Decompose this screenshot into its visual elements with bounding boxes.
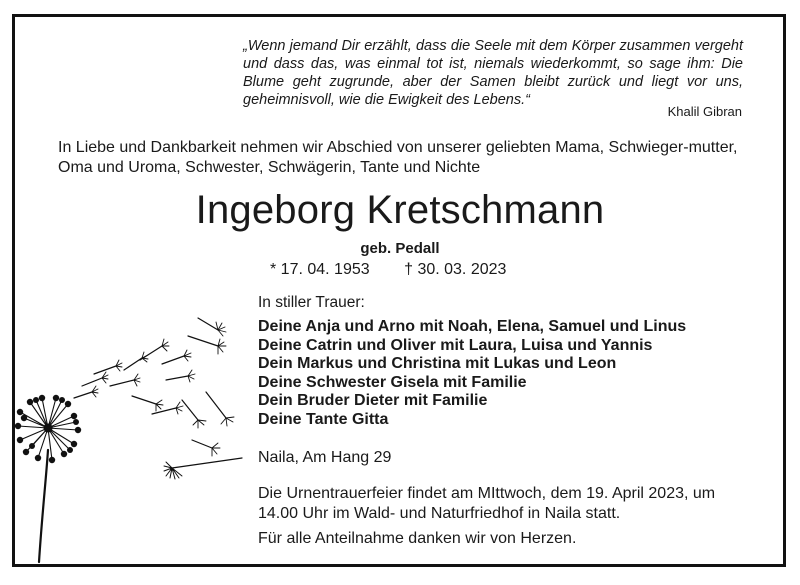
intro-text: In Liebe und Dankbarkeit nehmen wir Abschied von unserer geliebten Mama, Schwieger-mutter, Oma und Uroma, Schwester, Schwägerin, Tante und Nichte: [58, 139, 738, 176]
maiden-name: geb. Pedall: [360, 240, 440, 257]
mourner-line: Dein Markus und Christina mit Lukas und Leon: [258, 355, 617, 373]
birth-date: * 17. 04. 1953: [270, 261, 370, 278]
quote-author: Khalil Gibran: [667, 104, 742, 119]
mourner-line: Deine Tante Gitta: [258, 410, 389, 428]
thanks-note: Für alle Anteilnahme danken wir von Herzen.: [258, 530, 577, 547]
mourners-list: [258, 318, 686, 430]
mourner-line: Dein Bruder Dieter mit Familie: [258, 392, 488, 410]
death-date: † 30. 03. 2023: [404, 261, 507, 278]
deceased-name: Ingeborg Kretschmann: [195, 188, 605, 232]
mourner-line: Deine Catrin und Oliver mit Laura, Luisa und Yannis: [258, 336, 653, 354]
life-dates: [270, 261, 506, 279]
family-address: Naila, Am Hang 29: [258, 449, 392, 466]
dandelion-illustration: [12, 300, 252, 565]
ceremony-info: Die Urnentrauerfeier findet am MIttwoch, dem 19. April 2023, um 14.00 Uhr im Wald- und Naturfriedhof in Naila statt.: [258, 485, 716, 522]
mourning-intro: In stiller Trauer:: [258, 294, 365, 311]
quote-text: „Wenn jemand Dir erzählt, dass die Seele mit dem Körper zusammen vergeht und dass das, was einmal tot ist, niemals wiederkommt, so sage ihm: Die Blume geht zugrunde, aber der Samen bleibt zurück und liegt vor uns, geheimnisvoll, wie die Ewigkeit des Lebens.“: [243, 38, 743, 108]
mourner-line: Deine Schwester Gisela mit Familie: [258, 373, 527, 391]
mourner-line: Deine Anja und Arno mit Noah, Elena, Samuel und Linus: [258, 318, 687, 335]
